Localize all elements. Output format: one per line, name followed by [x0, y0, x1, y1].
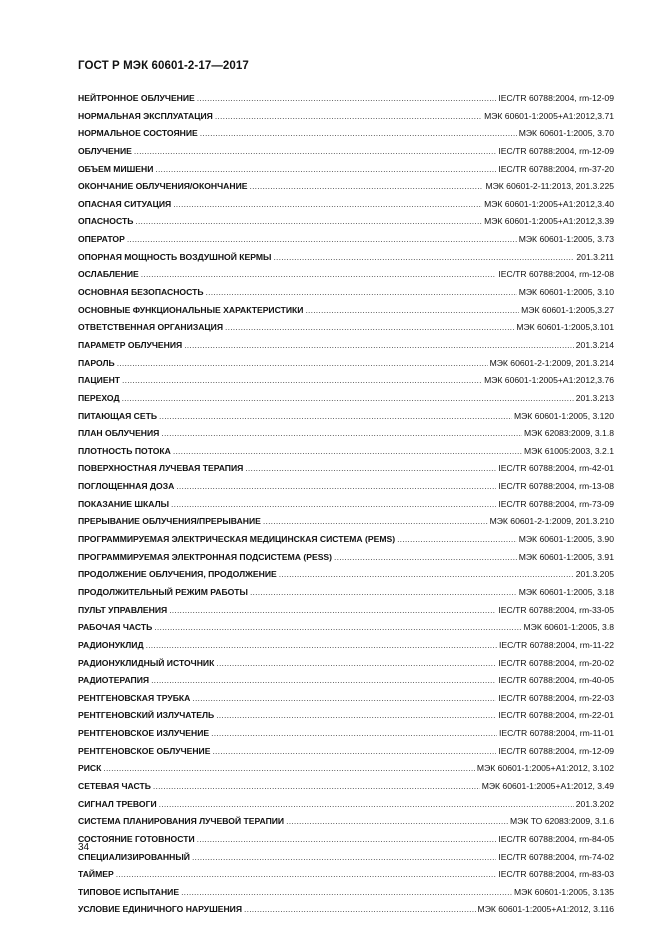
entry-term: СИСТЕМА ПЛАНИРОВАНИЯ ЛУЧЕВОЙ ТЕРАПИИ [78, 816, 285, 827]
dot-leader [134, 143, 496, 161]
entry-term: СИГНАЛ ТРЕВОГИ [78, 798, 157, 809]
entry-term: ТИПОВОЕ ИСПЫТАНИЕ [78, 886, 180, 897]
entry-reference: IEC/TR 60788:2004, rm-20-02 [498, 657, 614, 668]
entry-reference: IEC/TR 60788:2004, rm-11-01 [499, 728, 614, 739]
entry-term: НЕЙТРОННОЕ ОБЛУЧЕНИЕ [78, 93, 195, 103]
entry-reference: IEC/TR 60788:2004, rm-22-01 [498, 710, 614, 721]
entry-term: СОСТОЯНИЕ ГОТОВНОСТИ [78, 833, 195, 844]
entry-term: СЕТЕВАЯ ЧАСТЬ [78, 780, 151, 791]
entry-term: ОПАСНАЯ СИТУАЦИЯ [78, 198, 172, 209]
entry-term: ОКОНЧАНИЕ ОБЛУЧЕНИЯ/ОКОНЧАНИЕ [78, 181, 248, 192]
entry-term: ПИТАЮЩАЯ СЕТЬ [78, 410, 158, 421]
index-entry [78, 161, 614, 179]
entry-term: НОРМАЛЬНАЯ ЭКСПЛУАТАЦИЯ [78, 110, 213, 121]
index-entry [78, 390, 614, 408]
entry-reference: 201.3.211 [576, 251, 614, 262]
dot-leader [127, 231, 517, 249]
index-entry [78, 213, 614, 231]
entry-term: ПРОГРАММИРУЕМАЯ ЭЛЕКТРИЧЕСКАЯ МЕДИЦИНСКАЯ СИСТЕМА (PEMS) [78, 534, 396, 545]
entry-reference: 201.3.202 [575, 798, 614, 809]
entry-reference: МЭК 60601-1:2005,3.101 [516, 322, 614, 333]
index-entry [78, 813, 614, 831]
entry-reference: IEC/TR 60788:2004, rm-84-05 [498, 833, 614, 844]
index-entry [78, 125, 614, 143]
dot-leader [197, 90, 497, 108]
dot-leader [206, 284, 517, 302]
dot-leader [117, 355, 488, 373]
entry-reference: МЭК 60601-2-1:2009, 201.3.214 [489, 357, 614, 368]
entry-term: СПЕЦИАЛИЗИРОВАННЫЙ [78, 851, 190, 862]
index-entry [78, 655, 614, 673]
entry-term: НОРМАЛЬНОЕ СОСТОЯНИЕ [78, 128, 198, 139]
dot-leader [244, 901, 476, 919]
dot-leader [216, 707, 496, 725]
dot-leader [397, 531, 517, 549]
index-entry [78, 725, 614, 743]
entry-reference: IEC/TR 60788:2004, rm-13-08 [498, 481, 614, 492]
index-entry [78, 90, 614, 108]
entry-term: ПОКАЗАНИЕ ШКАЛЫ [78, 498, 170, 509]
entry-reference: IEC/TR 60788:2004, rm-33-05 [498, 604, 614, 615]
dot-leader [192, 690, 496, 708]
entry-term: УСЛОВИЕ ЕДИНИЧНОГО НАРУШЕНИЯ [78, 904, 243, 915]
entry-term: РАДИОНУКЛИДНЫЙ ИСТОЧНИК [78, 657, 215, 668]
dot-leader [197, 831, 497, 849]
index-entry [78, 478, 614, 496]
entry-reference: МЭК 60601-1:2005, 3.8 [523, 622, 614, 633]
entry-reference: МЭК 62083:2009, 3.1.8 [523, 428, 614, 439]
entry-term: ПАРОЛЬ [78, 357, 115, 368]
entry-term: РИСК [78, 763, 102, 774]
entry-term: ОПАСНОСТЬ [78, 216, 134, 227]
index-entry [78, 337, 614, 355]
index-entry [78, 884, 614, 902]
entry-term: ОСНОВНАЯ БЕЗОПАСНОСТЬ [78, 287, 204, 298]
entry-reference: МЭК 60601-1:2005+A1:2012, 3.102 [476, 763, 614, 774]
entry-term: ОПЕРАТОР [78, 234, 125, 245]
entry-reference: IEC/TR 60788:2004, rm-12-09 [498, 745, 614, 756]
entry-reference: 201.3.214 [575, 339, 614, 350]
index-entry [78, 460, 614, 478]
entry-reference: 201.3.205 [575, 569, 614, 580]
index-entry [78, 831, 614, 849]
entry-reference: МЭК 60601-2-1:2009, 201.3.210 [489, 516, 614, 527]
entry-reference: МЭК 60601-1:2005, 3.90 [518, 534, 614, 545]
dot-leader [250, 178, 484, 196]
entry-term: ПЛАН ОБЛУЧЕНИЯ [78, 428, 160, 439]
entry-reference: IEC/TR 60788:2004, rm-12-09 [498, 145, 614, 156]
entry-reference: МЭК 60601-1:2005+A1:2012,3.71 [484, 110, 614, 121]
dot-leader [171, 496, 496, 514]
entry-reference: МЭК 60601-1:2005,3.27 [521, 304, 614, 315]
index-entry [78, 849, 614, 867]
index-entry [78, 549, 614, 567]
entry-reference: МЭК 60601-1:2005+A1:2012,3.39 [484, 216, 614, 227]
dot-leader [263, 513, 488, 531]
dot-leader [215, 108, 482, 126]
dot-leader [184, 337, 574, 355]
entry-reference: МЭК 60601-1:2005+A1:2012,3.40 [484, 198, 614, 209]
dot-leader [305, 302, 519, 320]
entry-reference: МЭК 60601-1:2005, 3.18 [518, 586, 614, 597]
document-header: ГОСТ Р МЭК 60601-2-17—2017 [78, 60, 249, 72]
entry-term: РЕНТГЕНОВСКОЕ ИЗЛУЧЕНИЕ [78, 728, 210, 739]
entry-term: РАДИОНУКЛИД [78, 639, 144, 650]
entry-reference: МЭК 60601-1:2005, 3.10 [518, 287, 614, 298]
dot-leader [173, 196, 482, 214]
entry-term: ПАРАМЕТР ОБЛУЧЕНИЯ [78, 339, 183, 350]
index-entry [78, 760, 614, 778]
dot-leader [181, 884, 512, 902]
dot-leader [286, 813, 508, 831]
dot-leader [212, 743, 496, 761]
dot-leader [161, 425, 522, 443]
entry-reference: 201.3.213 [575, 392, 614, 403]
entry-reference: МЭК 60601-2-11:2013, 201.3.225 [485, 181, 614, 192]
dot-leader [225, 319, 514, 337]
index-entry [78, 531, 614, 549]
dot-leader [200, 125, 517, 143]
dot-leader [279, 566, 574, 584]
dot-leader [103, 760, 475, 778]
dot-leader [176, 478, 496, 496]
entry-reference: МЭК 60601-1:2005, 3.120 [513, 410, 614, 421]
index-entry [78, 372, 614, 390]
index-entry [78, 866, 614, 884]
entry-reference: МЭК 60601-1:2005+A1:2012, 3.49 [481, 780, 614, 791]
dot-leader [169, 602, 496, 620]
entry-term: ПЕРЕХОД [78, 392, 120, 403]
entry-term: ПРОДОЛЖЕНИЕ ОБЛУЧЕНИЯ, ПРОДОЛЖЕНИЕ [78, 569, 277, 580]
index-entry [78, 302, 614, 320]
index-entry [78, 355, 614, 373]
dot-leader [122, 372, 482, 390]
dot-leader [122, 390, 574, 408]
entry-term: ПУЛЬТ УПРАВЛЕНИЯ [78, 604, 168, 615]
term-index-list [78, 90, 614, 919]
entry-reference: IEC/TR 60788:2004, rm-37-20 [498, 163, 614, 174]
index-entry [78, 602, 614, 620]
index-entry [78, 743, 614, 761]
dot-leader [273, 249, 574, 267]
entry-term: ОСНОВНЫЕ ФУНКЦИОНАЛЬНЫЕ ХАРАКТЕРИСТИКИ [78, 304, 304, 315]
entry-reference: МЭК ТО 62083:2009, 3.1.6 [510, 816, 614, 827]
entry-reference: МЭК 60601-1:2005+A1:2012, 3.116 [477, 904, 614, 915]
entry-reference: IEC/TR 60788:2004, rm-22-03 [498, 692, 614, 703]
entry-reference: IEC/TR 60788:2004, rm-42-01 [498, 463, 614, 474]
entry-term: ПАЦИЕНТ [78, 375, 121, 386]
dot-leader [151, 672, 496, 690]
entry-term: ТАЙМЕР [78, 869, 114, 880]
entry-term: РЕНТГЕНОВСКОЕ ОБЛУЧЕНИЕ [78, 745, 211, 756]
entry-term: ПРЕРЫВАНИЕ ОБЛУЧЕНИЯ/ПРЕРЫВАНИЕ [78, 516, 261, 527]
dot-leader [116, 866, 497, 884]
index-entry [78, 408, 614, 426]
index-entry [78, 249, 614, 267]
entry-term: РЕНТГЕНОВСКАЯ ТРУБКА [78, 692, 191, 703]
index-entry [78, 496, 614, 514]
entry-term: РАДИОТЕРАПИЯ [78, 675, 150, 686]
dot-leader [155, 161, 496, 179]
dot-leader [135, 213, 482, 231]
dot-leader [141, 266, 497, 284]
entry-reference: IEC/TR 60788:2004, rm-12-08 [498, 269, 614, 280]
entry-term: ПОГЛОЩЕННАЯ ДОЗА [78, 481, 175, 492]
dot-leader [159, 408, 512, 426]
entry-term: ПРОДОЛЖИТЕЛЬНЫЙ РЕЖИМ РАБОТЫ [78, 586, 248, 597]
index-entry [78, 619, 614, 637]
dot-leader [211, 725, 497, 743]
entry-term: ПОВЕРХНОСТНАЯ ЛУЧЕВАЯ ТЕРАПИЯ [78, 463, 244, 474]
dot-leader [173, 443, 522, 461]
entry-reference: IEC/TR 60788:2004, rm-73-09 [498, 498, 614, 509]
entry-reference: IEC/TR 60788:2004, rm-12-09 [498, 93, 614, 103]
index-entry [78, 584, 614, 602]
entry-reference: МЭК 60601-1:2005, 3.70 [518, 128, 614, 139]
entry-reference: IEC/TR 60788:2004, rm-11-22 [499, 639, 614, 650]
dot-leader [159, 796, 574, 814]
entry-term: РЕНТГЕНОВСКИЙ ИЗЛУЧАТЕЛЬ [78, 710, 215, 721]
entry-reference: IEC/TR 60788:2004, rm-74-02 [498, 851, 614, 862]
dot-leader [334, 549, 517, 567]
entry-term: ОБЪЕМ МИШЕНИ [78, 163, 154, 174]
index-entry [78, 266, 614, 284]
index-entry [78, 513, 614, 531]
index-entry [78, 707, 614, 725]
index-entry [78, 901, 614, 919]
entry-reference: МЭК 60601-1:2005, 3.91 [518, 551, 614, 562]
entry-reference: МЭК 60601-1:2005, 3.73 [518, 234, 614, 245]
index-entry [78, 108, 614, 126]
entry-term: РАБОЧАЯ ЧАСТЬ [78, 622, 153, 633]
dot-leader [250, 584, 517, 602]
dot-leader [154, 619, 521, 637]
index-entry [78, 690, 614, 708]
index-entry [78, 796, 614, 814]
entry-term: ОБЛУЧЕНИЕ [78, 145, 132, 156]
index-entry [78, 284, 614, 302]
dot-leader [245, 460, 496, 478]
index-entry [78, 143, 614, 161]
index-entry [78, 196, 614, 214]
entry-term: ОПОРНАЯ МОЩНОСТЬ ВОЗДУШНОЙ КЕРМЫ [78, 251, 272, 262]
entry-reference: МЭК 61005:2003, 3.2.1 [523, 445, 614, 456]
entry-reference: МЭК 60601-1:2005+A1:2012,3.76 [484, 375, 614, 386]
index-entry [78, 319, 614, 337]
entry-term: ОСЛАБЛЕНИЕ [78, 269, 139, 280]
index-entry [78, 178, 614, 196]
index-entry [78, 637, 614, 655]
index-entry [78, 425, 614, 443]
index-entry [78, 672, 614, 690]
index-entry [78, 443, 614, 461]
index-entry [78, 566, 614, 584]
entry-reference: IEC/TR 60788:2004, rm-83-03 [498, 869, 614, 880]
entry-reference: IEC/TR 60788:2004, rm-40-05 [498, 675, 614, 686]
entry-term: ПЛОТНОСТЬ ПОТОКА [78, 445, 171, 456]
entry-term: ОТВЕТСТВЕННАЯ ОРГАНИЗАЦИЯ [78, 322, 224, 333]
index-entry [78, 778, 614, 796]
entry-reference: МЭК 60601-1:2005, 3.135 [513, 886, 614, 897]
dot-leader [153, 778, 480, 796]
dot-leader [216, 655, 496, 673]
dot-leader [192, 849, 496, 867]
entry-term: ПРОГРАММИРУЕМАЯ ЭЛЕКТРОННАЯ ПОДСИСТЕМА (PESS) [78, 551, 333, 562]
page-number: 34 [78, 842, 90, 853]
index-entry [78, 231, 614, 249]
dot-leader [146, 637, 497, 655]
